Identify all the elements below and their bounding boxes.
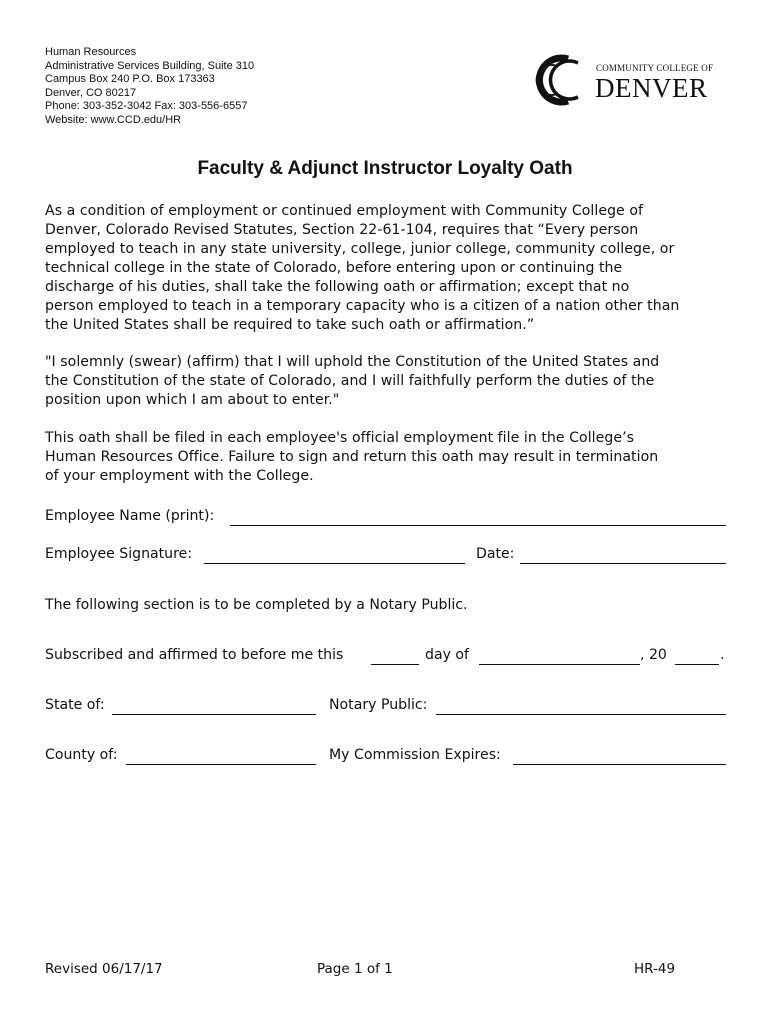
ccd-logo xyxy=(524,52,724,108)
footer-form-id: HR-49 xyxy=(634,961,676,977)
employee-name-field[interactable] xyxy=(230,525,726,526)
notary-note-row xyxy=(45,597,727,617)
oath-line: position upon which I am about to enter." xyxy=(45,392,340,408)
employee-signature-label: Employee Signature: xyxy=(45,546,193,562)
notary-note: The following section is to be completed by a Notary Public. xyxy=(45,597,468,613)
document-title: Faculty & Adjunct Instructor Loyalty Oath xyxy=(197,158,573,179)
hr-contact-block xyxy=(45,46,254,128)
filing-line: Human Resources Office. Failure to sign and return this oath may result in termination xyxy=(45,449,659,465)
building-address: Administrative Services Building, Suite 310 xyxy=(45,59,255,72)
subscribed-day-label: day of xyxy=(425,647,469,663)
ccd-logo-mark-icon xyxy=(524,52,596,108)
website: Website: www.CCD.edu/HR xyxy=(45,113,182,126)
oath-line: the Constitution of the state of Colorado, and I will faithfully perform the duties of the xyxy=(45,373,655,389)
state-notary-row xyxy=(45,697,727,717)
subscribed-prefix: Subscribed and affirmed to before me this xyxy=(45,647,344,663)
date-field[interactable] xyxy=(520,563,726,564)
date-label: Date: xyxy=(476,546,515,562)
intro-line: employed to teach in any state university, college, junior college, community college, or xyxy=(45,241,675,257)
commission-expires-field[interactable] xyxy=(513,764,726,765)
logo-big-text: DENVER xyxy=(595,73,708,103)
county-label: County of: xyxy=(45,747,118,763)
county-commission-row xyxy=(45,747,727,767)
phone-fax: Phone: 303-352-3042 Fax: 303-556-6557 xyxy=(45,100,248,113)
footer-page-number: Page 1 of 1 xyxy=(317,961,393,977)
subscribed-day-number-field[interactable] xyxy=(371,664,419,665)
intro-line: Denver, Colorado Revised Statutes, Section 22-61-104, requires that “Every person xyxy=(45,222,639,238)
filing-line: This oath shall be filed in each employee's official employment file in the College’s xyxy=(45,430,635,446)
commission-expires-label: My Commission Expires: xyxy=(329,747,501,763)
notary-public-field[interactable] xyxy=(436,714,726,715)
notary-public-label: Notary Public: xyxy=(329,697,428,713)
employee-name-label: Employee Name (print): xyxy=(45,508,215,524)
oath-paragraph xyxy=(45,353,735,410)
intro-line: the United States shall be required to take such oath or affirmation.” xyxy=(45,317,535,333)
mailing-address: Campus Box 240 P.O. Box 173363 xyxy=(45,73,215,86)
intro-line: person employed to teach in a temporary capacity who is a citizen of a nation other than xyxy=(45,298,680,314)
city-state-zip: Denver, CO 80217 xyxy=(45,86,137,99)
department-name: Human Resources xyxy=(45,46,137,58)
subscribed-end: . xyxy=(720,647,725,663)
employee-name-row xyxy=(45,508,727,528)
employee-signature-field[interactable] xyxy=(204,563,465,564)
subscribed-year-field[interactable] xyxy=(675,664,719,665)
filing-paragraph xyxy=(45,429,735,486)
intro-line: As a condition of employment or continued employment with Community College of xyxy=(45,203,643,219)
signature-date-row xyxy=(45,546,727,566)
intro-line: technical college in the state of Colorado, before entering upon or continuing the xyxy=(45,260,623,276)
intro-line: discharge of his duties, shall take the following oath or affirmation; except that no xyxy=(45,279,630,295)
state-label: State of: xyxy=(45,697,105,713)
filing-line: of your employment with the College. xyxy=(45,468,314,484)
oath-line: "I solemnly (swear) (affirm) that I will uphold the Constitution of the United States and xyxy=(45,354,660,370)
county-field[interactable] xyxy=(126,764,316,765)
subscribed-month-field[interactable] xyxy=(479,664,640,665)
subscribed-row xyxy=(45,647,727,667)
footer-revised: Revised 06/17/17 xyxy=(45,961,163,977)
logo-small-text: COMMUNITY COLLEGE OF xyxy=(596,63,714,73)
intro-paragraph xyxy=(45,202,735,335)
subscribed-year-label: , 20 xyxy=(640,647,667,663)
state-field[interactable] xyxy=(112,714,316,715)
